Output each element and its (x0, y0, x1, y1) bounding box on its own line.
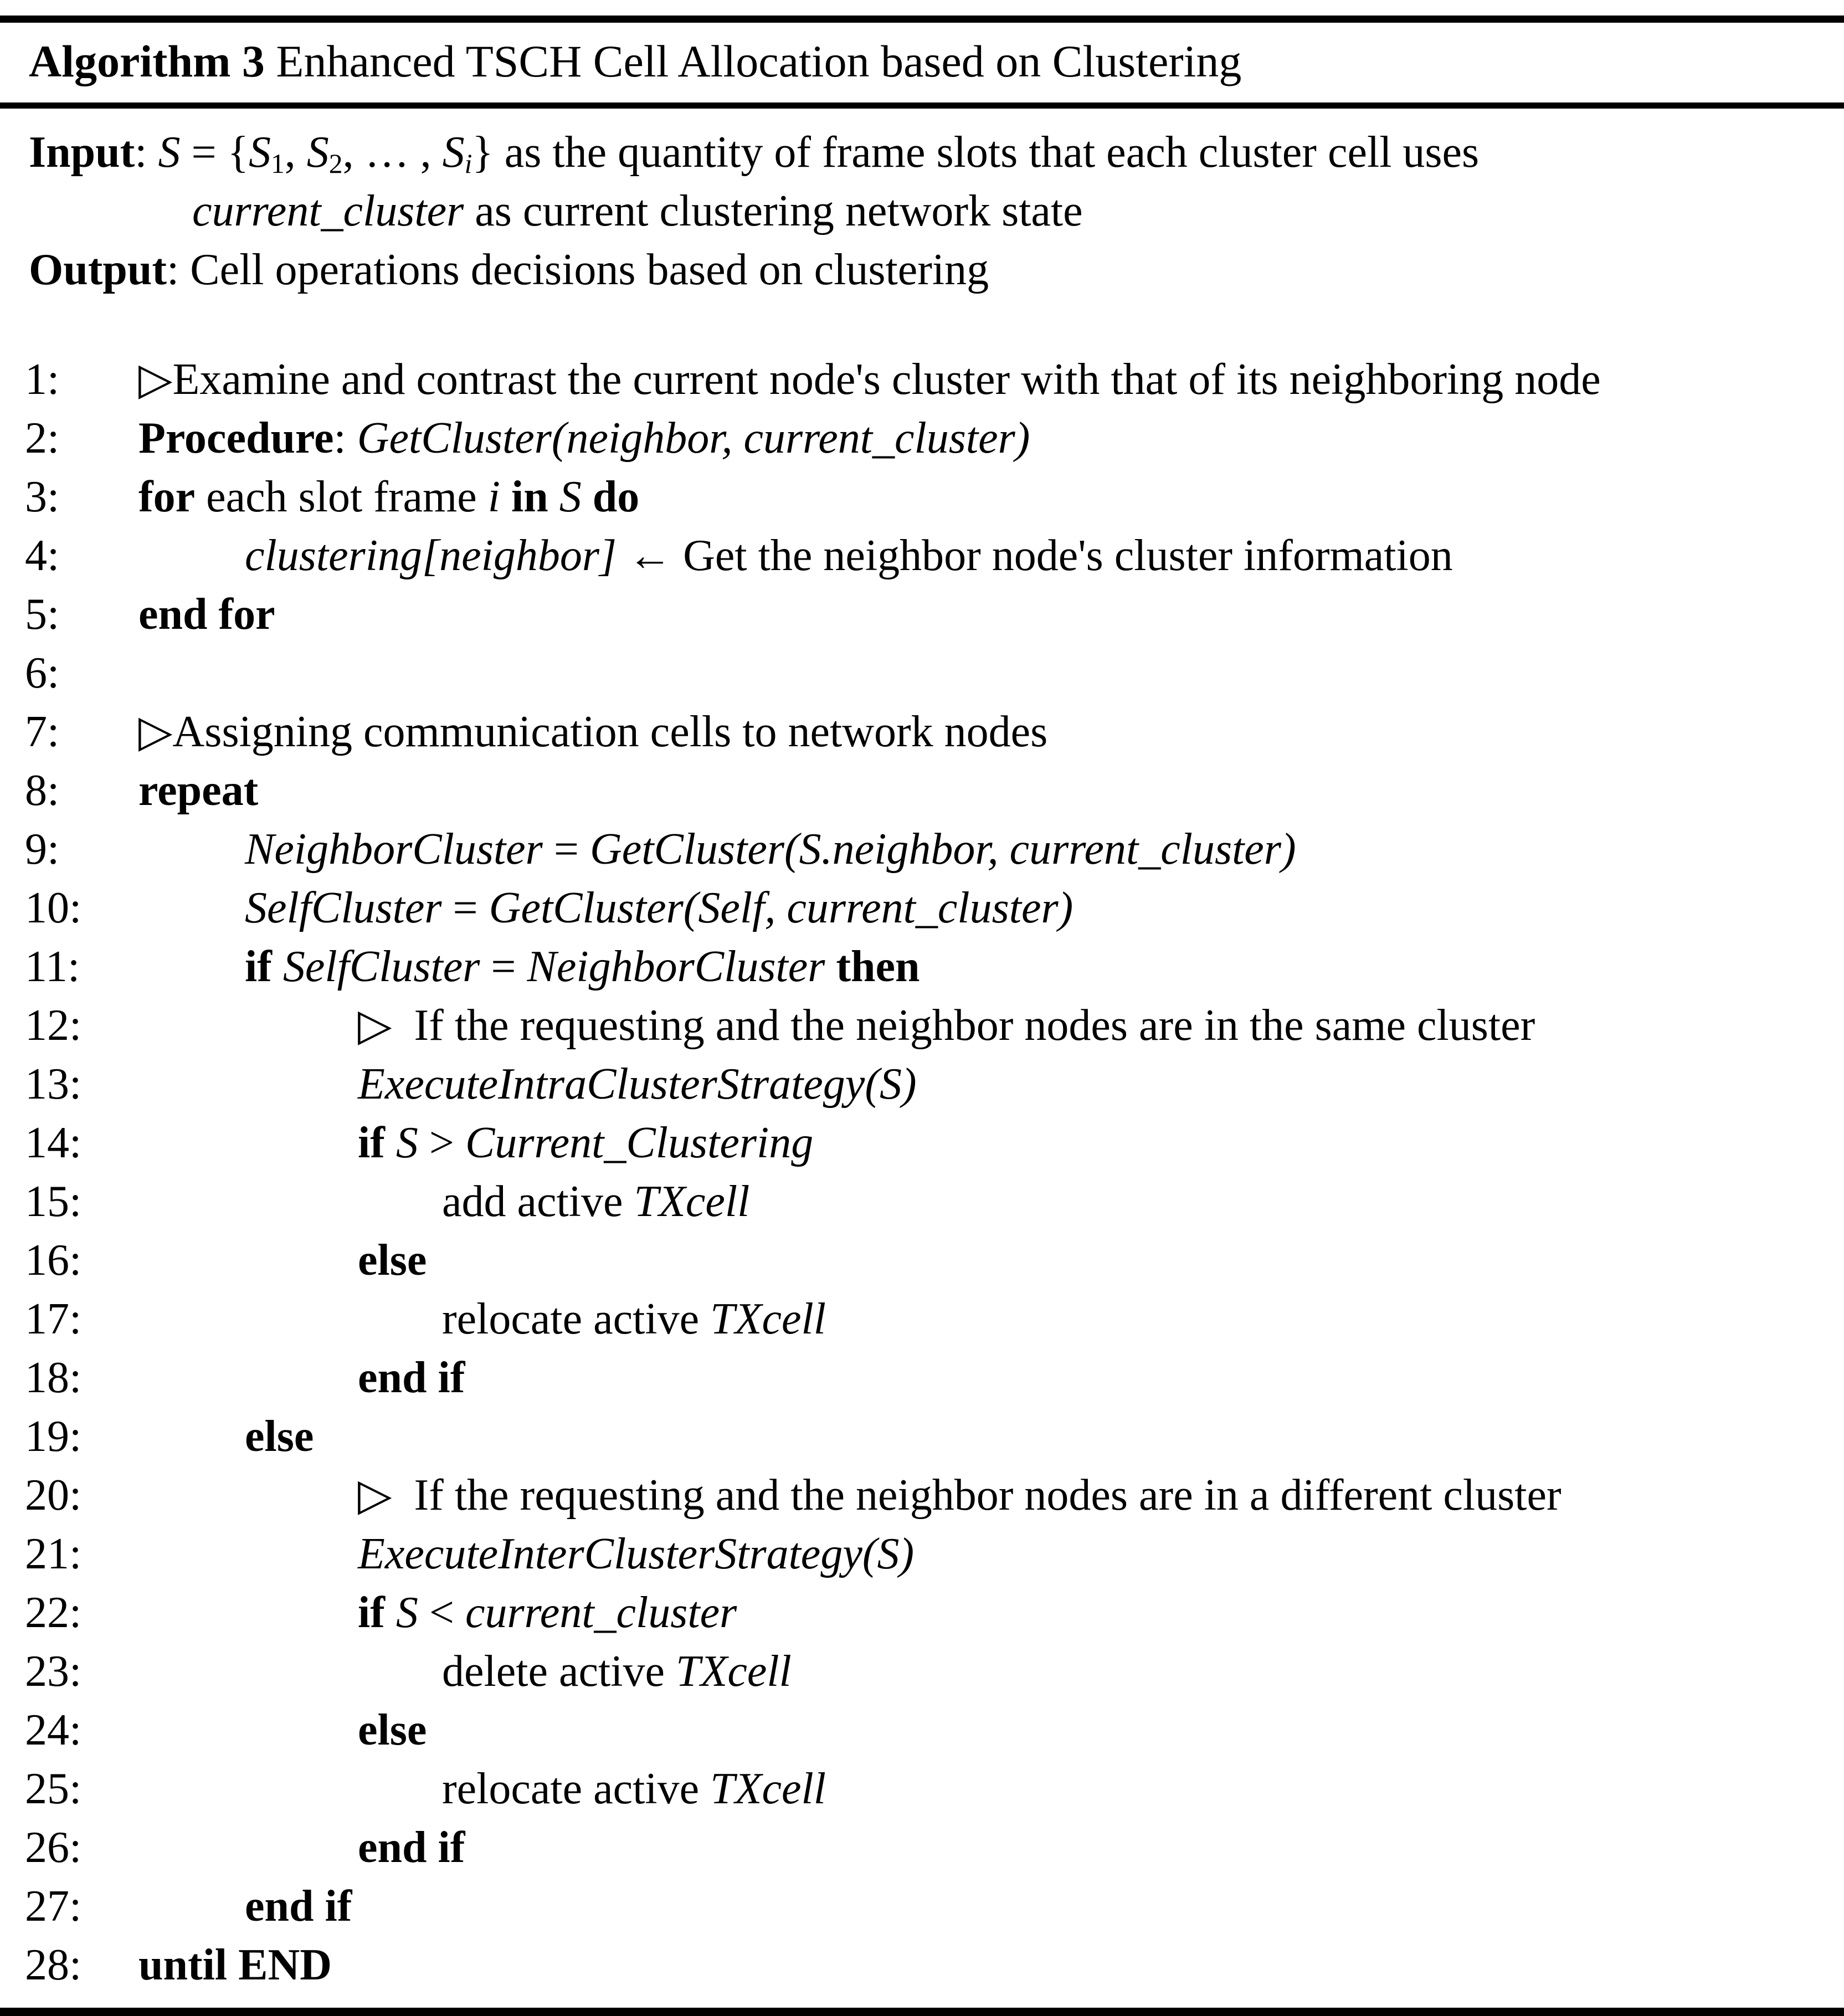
comment-triangle-icon: ▷ (138, 355, 173, 404)
line-number: 21: (25, 1530, 82, 1578)
algorithm-line (25, 1701, 1827, 1759)
text-segment: end if (245, 1882, 352, 1931)
text-segment: if (245, 942, 283, 991)
line-content (138, 937, 920, 996)
text-segment: S (559, 473, 582, 521)
text-segment: : (333, 414, 357, 463)
bottom-rule (0, 2008, 1844, 2016)
algorithm-line (25, 1290, 1827, 1348)
algorithm-line (25, 1877, 1827, 1936)
text-segment: , (284, 128, 307, 177)
text-segment: ExecuteInterClusterStrategy(S) (358, 1530, 915, 1578)
text-segment: S (395, 1119, 418, 1167)
text-segment: S (306, 128, 329, 177)
text-segment: GetCluster(Self, current_cluster) (489, 884, 1073, 932)
text-segment: If the requesting and the neighbor nodes are in the same cluster (392, 1001, 1535, 1050)
text-segment: , … , (342, 128, 443, 177)
line-number: 15: (25, 1177, 82, 1226)
text-segment: Procedure (138, 414, 334, 463)
algorithm-line (25, 1759, 1827, 1818)
line-number: 8: (25, 766, 60, 815)
text-segment: S (442, 128, 465, 177)
text-segment: until END (138, 1941, 332, 1989)
algorithm-line (25, 1172, 1827, 1231)
algorithm-line (25, 1407, 1827, 1466)
line-content (138, 1936, 332, 1994)
line-content (138, 1642, 792, 1701)
preamble-line (29, 240, 1822, 299)
text-segment: then (825, 942, 920, 991)
algorithm-line (25, 468, 1827, 526)
line-content (138, 1231, 427, 1290)
text-segment: as current clustering network state (464, 187, 1083, 235)
algorithm-line (25, 526, 1827, 585)
preamble-line (29, 123, 1822, 182)
text-segment: TXcell (675, 1647, 792, 1696)
algorithm-body (0, 350, 1844, 2008)
line-number: 3: (25, 473, 60, 521)
text-segment: i (487, 473, 501, 521)
text-segment: = (480, 942, 527, 991)
text-segment: = { (180, 128, 249, 177)
line-number: 9: (25, 825, 60, 874)
text-segment: NeighborCluster (245, 825, 543, 874)
text-segment: } as the quantity of frame slots that each cluster cell uses (472, 128, 1480, 177)
line-content (138, 1818, 465, 1877)
algorithm-preamble (0, 109, 1844, 299)
algorithm-line (25, 937, 1827, 996)
line-number: 14: (25, 1119, 82, 1167)
algorithm-line (25, 1348, 1827, 1407)
algorithm-line (25, 1525, 1827, 1583)
text-segment: If the requesting and the neighbor nodes are in a different cluster (392, 1471, 1562, 1520)
line-content (138, 1172, 749, 1231)
text-segment: TXcell (710, 1295, 826, 1343)
line-number: 17: (25, 1295, 82, 1343)
text-segment: Output (29, 245, 167, 294)
algorithm-line (25, 820, 1827, 879)
line-number: 5: (25, 590, 60, 639)
text-segment: add active (442, 1177, 634, 1226)
text-segment: S (395, 1588, 418, 1637)
algorithm-line (25, 1114, 1827, 1172)
line-number: 7: (25, 707, 60, 756)
line-number: 16: (25, 1236, 82, 1285)
text-segment: else (358, 1706, 427, 1755)
line-content (138, 879, 1073, 937)
line-number: 12: (25, 1001, 82, 1050)
text-segment: else (245, 1412, 314, 1461)
text-segment: each slot frame (195, 473, 488, 521)
text-segment: : Cell operations decisions based on clustering (166, 245, 989, 294)
line-number: 2: (25, 414, 60, 463)
line-number: 23: (25, 1647, 82, 1696)
line-number: 24: (25, 1706, 82, 1755)
algorithm-line (25, 1642, 1827, 1701)
line-number: 28: (25, 1941, 82, 1989)
text-segment: end if (358, 1823, 465, 1872)
line-content (138, 468, 639, 526)
line-number: 26: (25, 1823, 82, 1872)
header-rule (0, 102, 1844, 109)
text-segment: Input (29, 128, 135, 177)
line-number: 4: (25, 531, 60, 580)
line-number: 25: (25, 1764, 82, 1813)
algorithm-line (25, 761, 1827, 820)
text-segment: repeat (138, 766, 259, 815)
line-content (138, 1583, 737, 1642)
line-content (138, 1407, 314, 1466)
text-segment: do (592, 473, 640, 521)
text-segment: i (464, 148, 472, 179)
line-content (138, 761, 258, 820)
text-segment: GetCluster(neighbor, current_cluster) (357, 414, 1030, 463)
text-segment: NeighborCluster (527, 942, 825, 991)
line-number: 10: (25, 884, 82, 932)
algorithm-line (25, 1055, 1827, 1114)
line-content (138, 585, 275, 644)
text-segment: > (418, 1119, 465, 1167)
line-content (138, 1290, 826, 1348)
text-segment: end for (138, 590, 275, 639)
line-content (138, 409, 1030, 468)
comment-triangle-icon: ▷ (358, 1001, 392, 1050)
text-segment: ExecuteIntraClusterStrategy(S) (358, 1060, 917, 1109)
text-segment: = (441, 884, 489, 932)
line-content (138, 1348, 465, 1407)
top-rule (0, 16, 1844, 23)
algorithm-line (25, 350, 1827, 409)
algorithm-title (0, 23, 1844, 102)
preamble-line (29, 182, 1822, 240)
text-segment: S (249, 128, 271, 177)
text-segment: 1 (271, 148, 285, 179)
line-content (138, 1759, 826, 1818)
text-segment: 2 (328, 148, 343, 179)
text-segment: in (511, 473, 548, 521)
text-segment: end if (358, 1353, 465, 1402)
line-content (138, 702, 1047, 761)
text-segment: relocate active (442, 1295, 711, 1343)
line-number: 18: (25, 1353, 82, 1402)
line-content (138, 1525, 914, 1583)
text-segment: Enhanced TSCH Cell Allocation based on Clustering (264, 36, 1242, 86)
text-segment: relocate active (442, 1764, 711, 1813)
line-content (138, 1114, 813, 1172)
text-segment: if (358, 1119, 396, 1167)
algorithm-line (25, 702, 1827, 761)
algorithm-line (25, 585, 1827, 644)
line-content (138, 1877, 352, 1936)
line-number: 1: (25, 355, 60, 404)
text-segment: : (135, 128, 158, 177)
line-content (138, 820, 1296, 879)
text-segment: else (358, 1236, 427, 1285)
line-number: 20: (25, 1471, 82, 1520)
algorithm-line (25, 996, 1827, 1055)
line-content (138, 350, 1601, 409)
line-number: 6: (25, 649, 60, 697)
line-content (138, 526, 1453, 585)
algorithm-line (25, 644, 1827, 702)
algorithm-line (25, 1466, 1827, 1525)
text-segment: TXcell (634, 1177, 750, 1226)
text-segment: S (158, 128, 181, 177)
text-segment: SelfCluster (245, 884, 442, 932)
text-segment: GetCluster(S.neighbor, current_cluster) (589, 825, 1296, 874)
text-segment: < (418, 1588, 465, 1637)
text-segment: Assigning communication cells to network nodes (172, 707, 1048, 756)
text-segment: TXcell (710, 1764, 826, 1813)
text-segment: current_cluster (192, 187, 464, 235)
line-number: 11: (25, 942, 80, 991)
line-number: 22: (25, 1588, 82, 1637)
line-number: 13: (25, 1060, 82, 1109)
line-number: 19: (25, 1412, 82, 1461)
text-segment: ← Get the neighbor node's cluster information (617, 531, 1453, 580)
algorithm-line (25, 1818, 1827, 1877)
algorithm-line (25, 879, 1827, 937)
text-segment: SelfCluster (282, 942, 480, 991)
text-segment: Current_Clustering (465, 1119, 814, 1167)
comment-triangle-icon: ▷ (138, 707, 173, 756)
line-content (138, 1466, 1562, 1525)
text-segment: Algorithm 3 (29, 36, 265, 86)
algorithm-line (25, 1231, 1827, 1290)
text-segment: = (542, 825, 590, 874)
text-segment: clustering[neighbor] (245, 531, 617, 580)
text-segment: delete active (442, 1647, 676, 1696)
text-segment: if (358, 1588, 396, 1637)
algorithm-line (25, 409, 1827, 468)
line-number: 27: (25, 1882, 82, 1931)
text-segment (548, 473, 559, 521)
text-segment (582, 473, 593, 521)
text-segment (500, 473, 511, 521)
line-content (138, 996, 1535, 1055)
algorithm-line (25, 1936, 1827, 1994)
text-segment: Examine and contrast the current node's cluster with that of its neighboring node (172, 355, 1601, 404)
comment-triangle-icon: ▷ (358, 1471, 392, 1520)
text-segment: current_cluster (465, 1588, 737, 1637)
algorithm-line (25, 1583, 1827, 1642)
text-segment: for (138, 473, 196, 521)
line-content (138, 1055, 917, 1114)
line-content (138, 1701, 427, 1759)
